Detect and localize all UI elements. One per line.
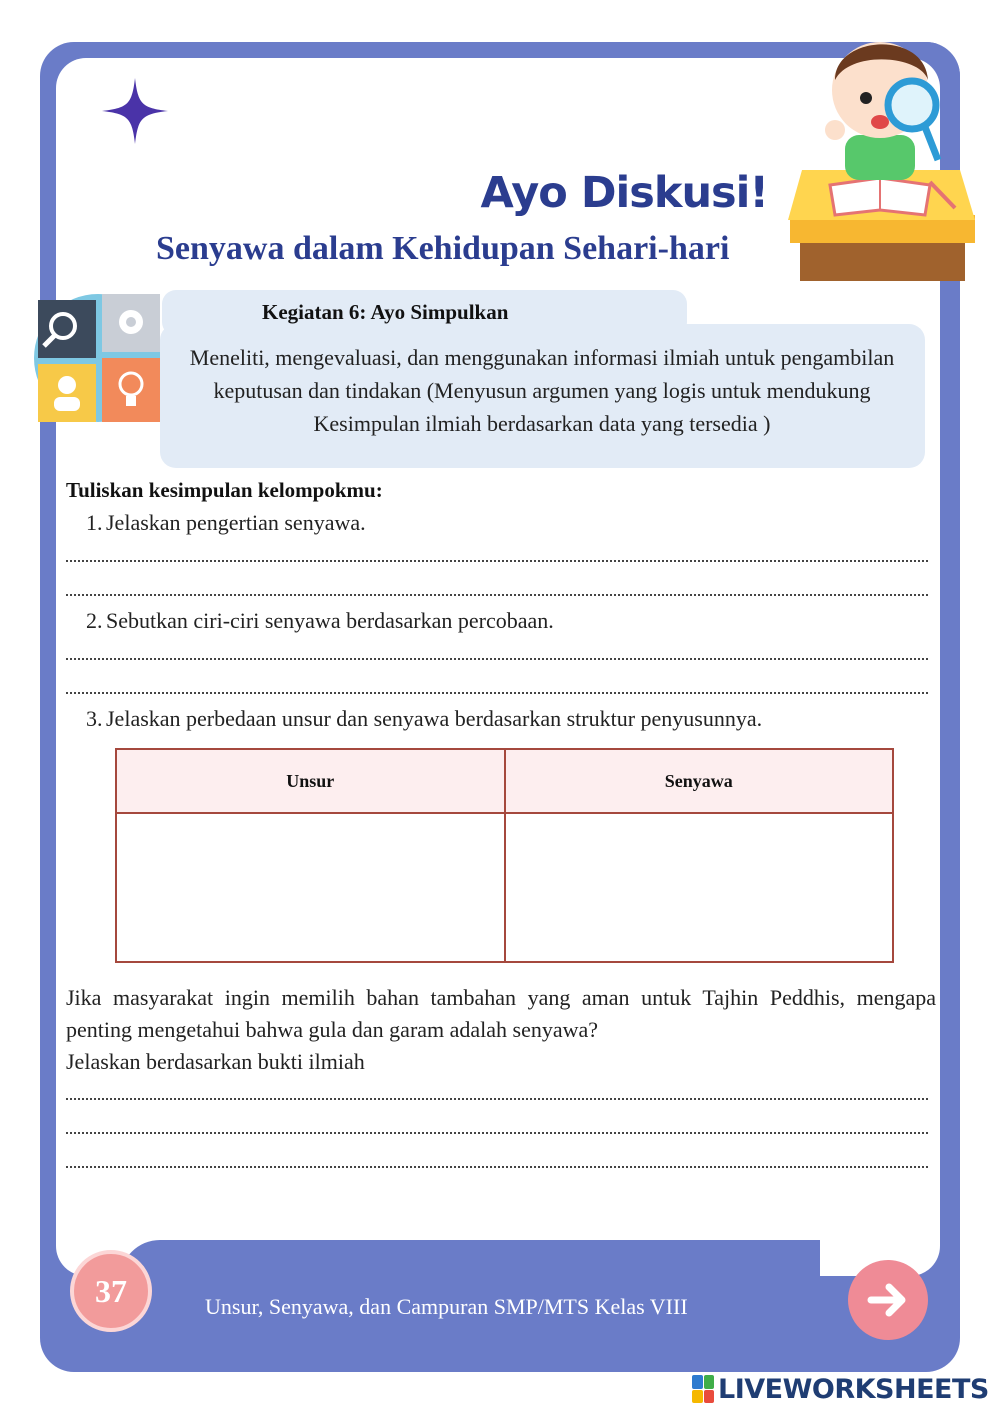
- closing-question-instruction: Jelaskan berdasarkan bukti ilmiah: [66, 1049, 365, 1074]
- topic-title: Senyawa dalam Kehidupan Sehari-hari: [156, 230, 730, 267]
- answer-line[interactable]: [66, 1166, 928, 1168]
- question-text: Sebutkan ciri-ciri senyawa berdasarkan percobaan.: [106, 608, 554, 633]
- activity-label: Kegiatan 6: Ayo Simpulkan: [262, 300, 509, 324]
- question-number: 3.: [86, 706, 103, 731]
- activity-description: Meneliti, mengevaluasi, dan menggunakan informasi ilmiah untuk pengambilan keputusan dan tindakan (Menyusun argumen yang logis untuk mendukung Kesimpulan ilmiah berdasarkan data yang tersedia ): [189, 345, 895, 436]
- answer-line[interactable]: [66, 692, 928, 694]
- sparkle-icon: [100, 76, 170, 146]
- next-page-button[interactable]: [848, 1260, 928, 1340]
- closing-question: [66, 982, 936, 1078]
- instructions: Tuliskan kesimpulan kelompokmu:: [66, 478, 383, 502]
- puzzle-icons-illustration: [16, 282, 184, 432]
- table-header-senyawa: Senyawa: [505, 749, 894, 813]
- answer-line[interactable]: [66, 658, 928, 660]
- answer-line[interactable]: [66, 1098, 928, 1100]
- question-2: [86, 608, 554, 634]
- book-title: Unsur, Senyawa, dan Campuran SMP/MTS Kelas VIII: [205, 1294, 688, 1319]
- section-title: Ayo Diskusi!: [480, 168, 768, 218]
- watermark-text: LIVEWORKSHEETS: [718, 1373, 989, 1405]
- question-text: Jelaskan pengertian senyawa.: [106, 510, 366, 535]
- table-cell-unsur[interactable]: [116, 813, 505, 962]
- liveworksheets-logo-icon: [692, 1375, 714, 1403]
- closing-question-text: Jika masyarakat ingin memilih bahan tambahan yang aman untuk Tajhin Peddhis, mengapa penting mengetahui bahwa gula dan garam adalah senyawa?: [66, 985, 936, 1042]
- answer-line[interactable]: [66, 1132, 928, 1134]
- liveworksheets-watermark: [692, 1372, 989, 1406]
- page-number-badge: 37: [70, 1250, 152, 1332]
- comparison-table: [115, 748, 894, 963]
- question-number: 1.: [86, 510, 103, 535]
- answer-line[interactable]: [66, 594, 928, 596]
- question-1: [86, 510, 366, 536]
- student-with-magnifier-illustration: [780, 10, 980, 285]
- question-number: 2.: [86, 608, 103, 633]
- table-cell-senyawa[interactable]: [505, 813, 894, 962]
- footer-band: [120, 1240, 820, 1280]
- table-header-unsur: Unsur: [116, 749, 505, 813]
- answer-line[interactable]: [66, 560, 928, 562]
- question-3: [86, 706, 762, 732]
- question-text: Jelaskan perbedaan unsur dan senyawa berdasarkan struktur penyusunnya.: [106, 706, 763, 731]
- arrow-right-icon: [865, 1277, 911, 1323]
